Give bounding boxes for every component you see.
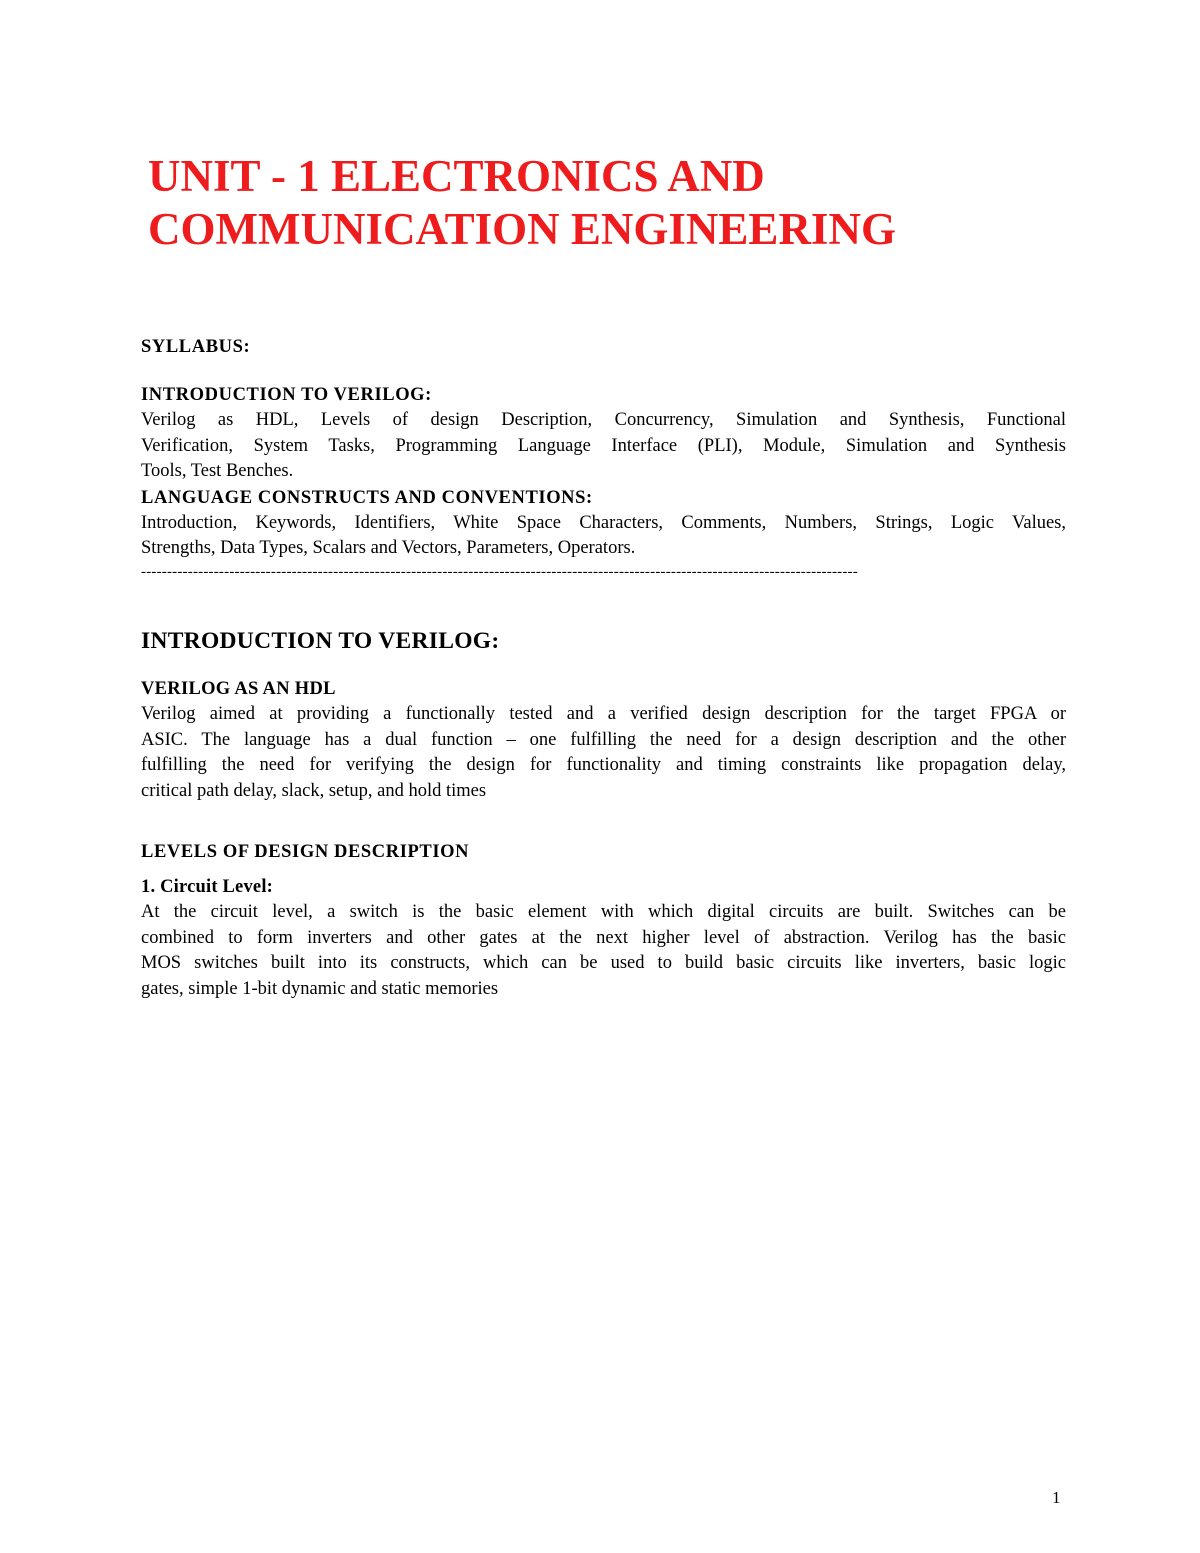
circuit-level-line: combined to form inverters and other gates at the next higher level of abstraction. Verilog has the basic	[141, 927, 1066, 948]
document-title	[148, 150, 1108, 256]
syllabus-intro	[141, 382, 1066, 582]
title-line-2: COMMUNICATION ENGINEERING	[148, 204, 896, 254]
levels-subsection	[141, 839, 1066, 865]
section-divider: ------------------------------------------------------------------------------------------------------------------------------------------	[141, 563, 858, 580]
syllabus-intro-line: Tools, Test Benches.	[141, 461, 294, 482]
hdl-line: critical path delay, slack, setup, and hold times	[141, 780, 487, 801]
syllabus-intro-heading: INTRODUCTION TO VERILOG:	[141, 385, 432, 405]
hdl-heading: VERILOG AS AN HDL	[141, 679, 336, 699]
circuit-level-subsection	[141, 874, 1066, 1002]
syllabus-lang-line: Introduction, Keywords, Identifiers, White Space Characters, Comments, Numbers, Strings, Logic Values,	[141, 512, 1066, 533]
syllabus-intro-line: Verilog as HDL, Levels of design Description, Concurrency, Simulation and Synthesis, Functional	[141, 410, 1066, 430]
syllabus-intro-text	[141, 408, 1066, 485]
hdl-line: fulfilling the need for verifying the design for functionality and timing constraints like propagation delay,	[141, 755, 1066, 776]
syllabus-intro-line: Verification, System Tasks, Programming Language Interface (PLI), Module, Simulation and Synthesis	[141, 435, 1066, 456]
syllabus-label: SYLLABUS:	[141, 337, 251, 357]
circuit-level-heading: 1. Circuit Level:	[141, 877, 274, 897]
circuit-level-line: MOS switches built into its constructs, which can be used to build basic circuits like inverters, basic logic	[141, 953, 1066, 974]
hdl-subsection	[141, 676, 1066, 804]
hdl-line: Verilog aimed at providing a functionally tested and a verified design description for the target FPGA or	[141, 704, 1066, 724]
circuit-level-paragraph	[141, 900, 1066, 1002]
syllabus-lang-line: Strengths, Data Types, Scalars and Vectors, Parameters, Operators.	[141, 538, 636, 559]
section-heading: INTRODUCTION TO VERILOG:	[141, 628, 500, 654]
circuit-level-line: At the circuit level, a switch is the basic element with which digital circuits are built. Switches can be	[141, 902, 1066, 922]
syllabus-section	[141, 334, 1066, 360]
intro-section	[141, 626, 1066, 656]
page-number: 1	[1052, 1488, 1061, 1507]
title-line-1: UNIT - 1 ELECTRONICS AND	[148, 151, 765, 201]
hdl-line: ASIC. The language has a dual function – one fulfilling the need for a design description and the other	[141, 729, 1066, 750]
levels-heading: LEVELS OF DESIGN DESCRIPTION	[141, 842, 470, 862]
syllabus-lang-text	[141, 511, 1066, 562]
circuit-level-line: gates, simple 1-bit dynamic and static memories	[141, 978, 499, 999]
syllabus-lang-heading: LANGUAGE CONSTRUCTS AND CONVENTIONS:	[141, 487, 593, 508]
hdl-paragraph	[141, 702, 1066, 804]
